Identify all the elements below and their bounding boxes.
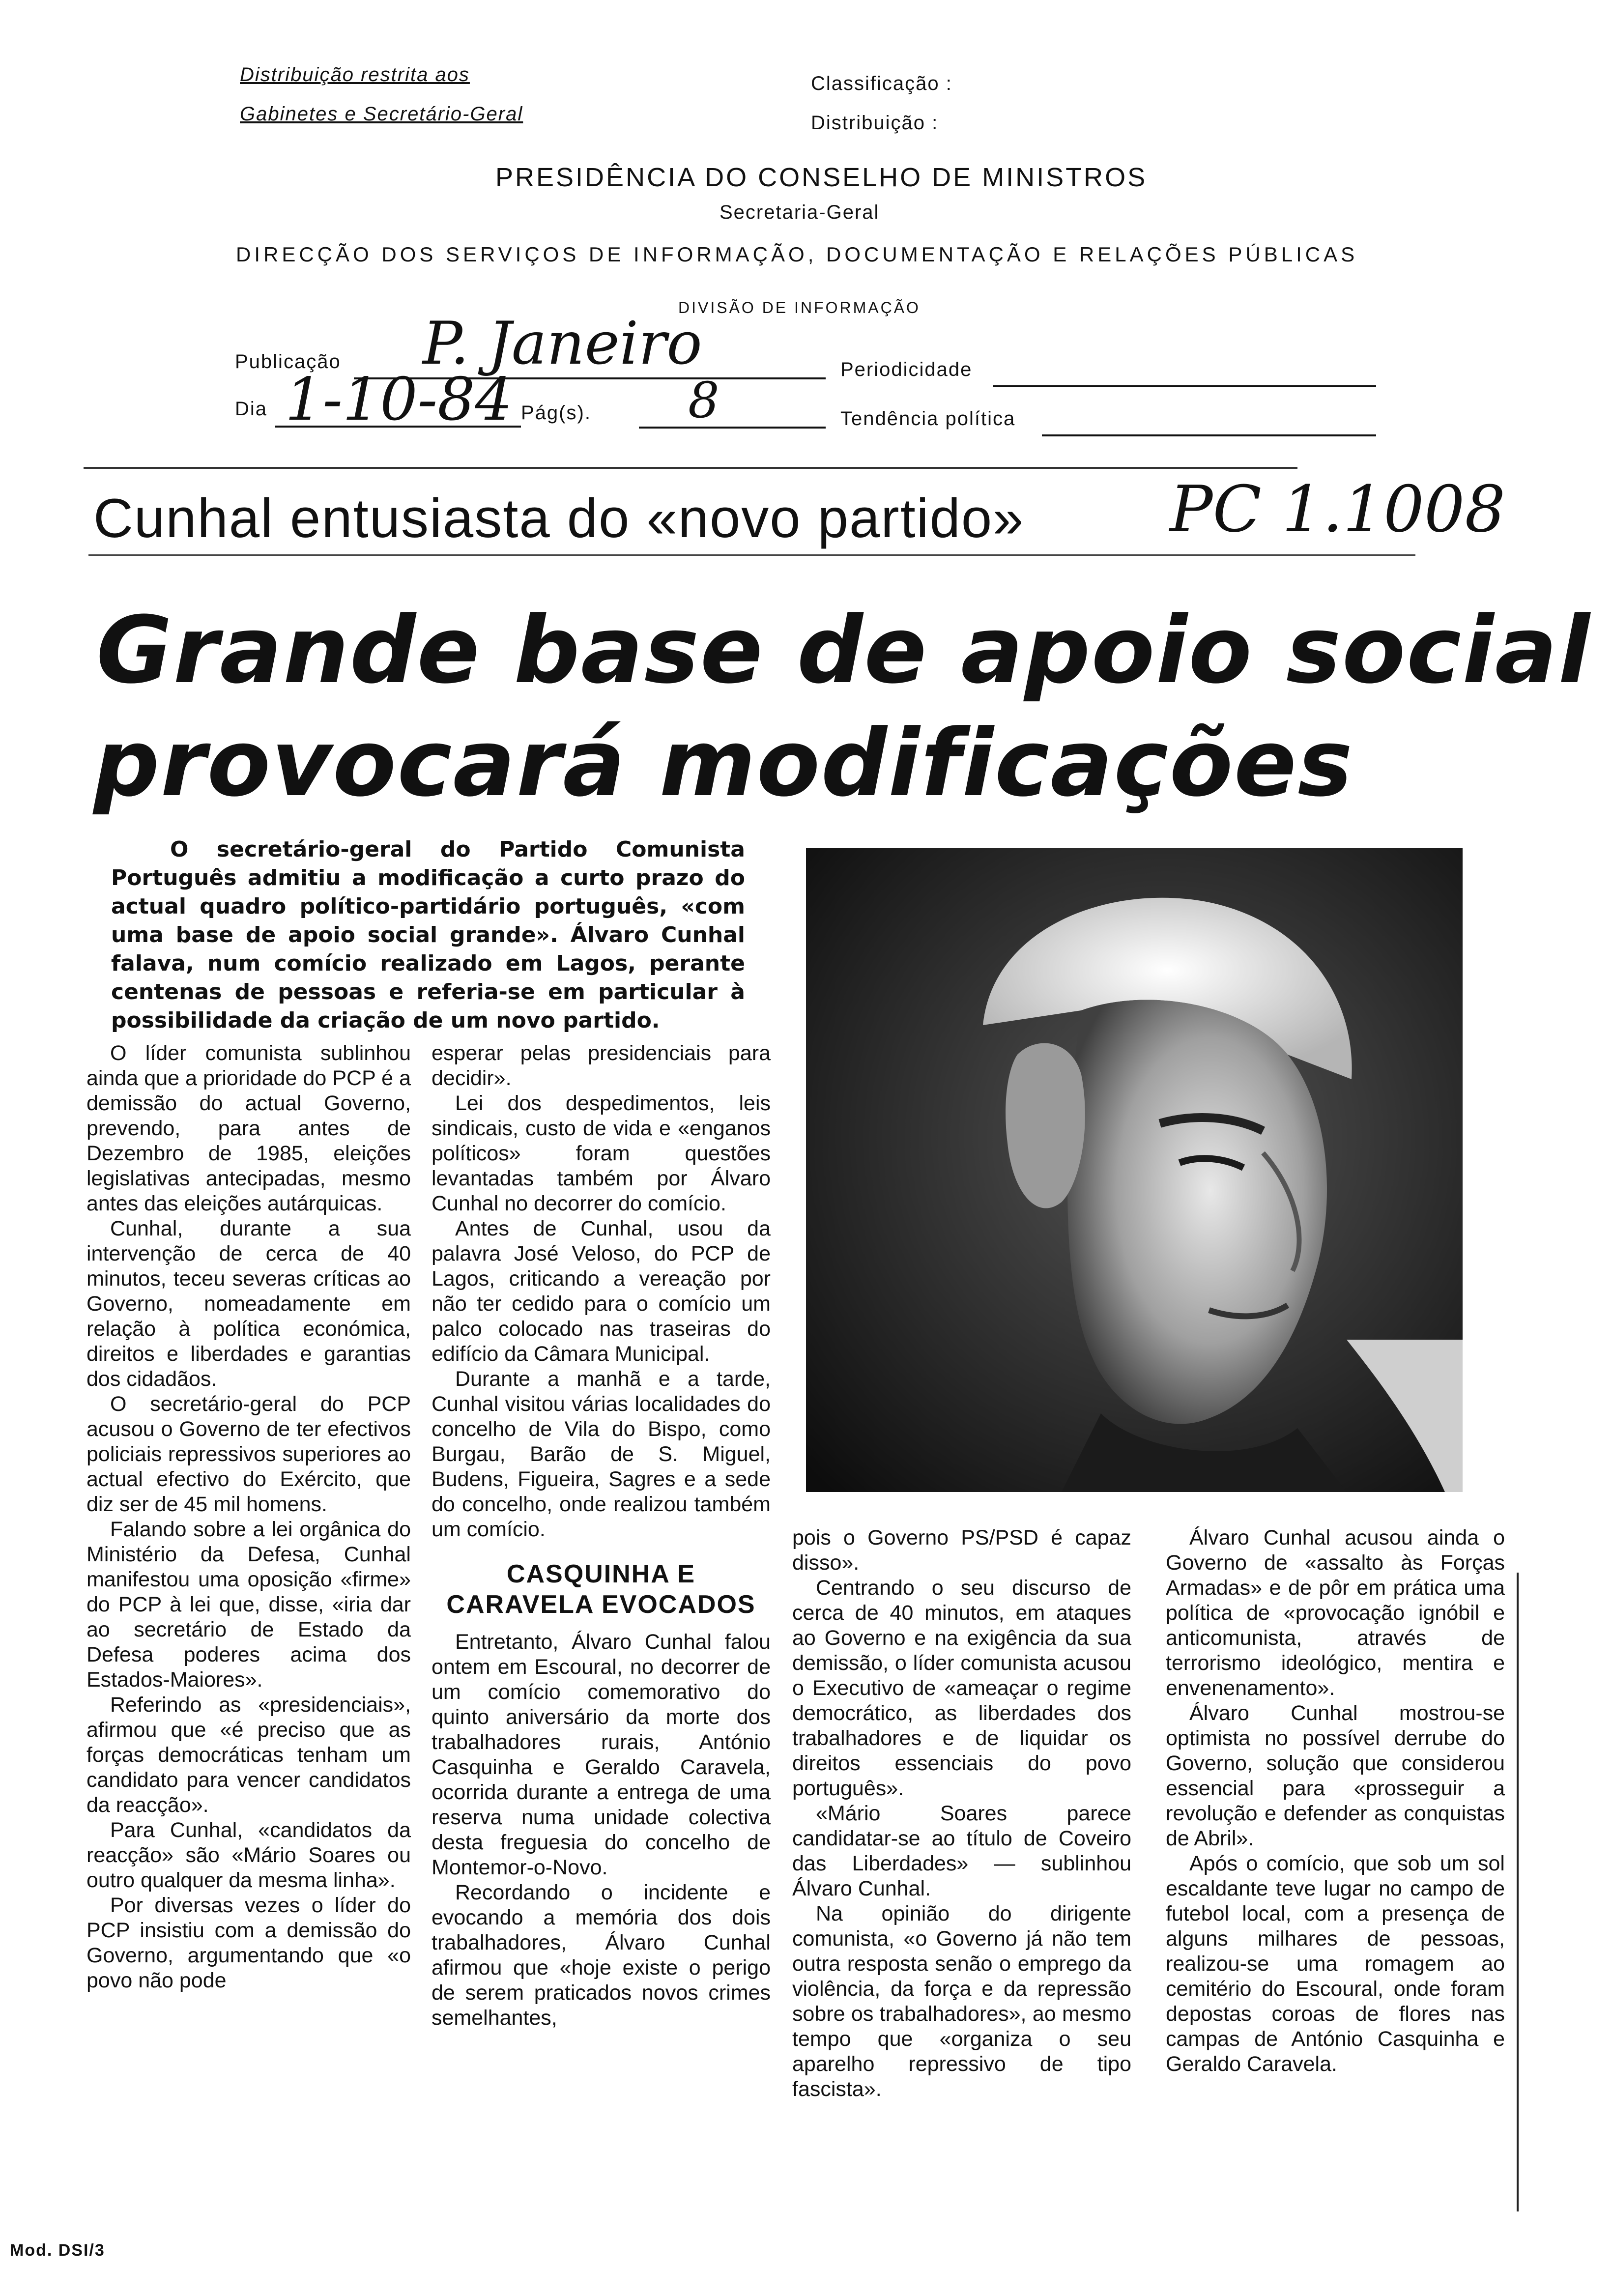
archive-number: PC 1.1008: [1170, 472, 1506, 546]
pags-value: 8: [688, 372, 720, 429]
col4-para-1: Álvaro Cunhal acusou ainda o Governo de «assalto às Forças Armadas» e de pôr em prática uma política de «provocação ignóbil e anticomunista, através de terrorismo ideológico, mentira e envenenamento».: [1166, 1526, 1505, 1700]
secretaria-heading: Secretaria-Geral: [720, 201, 880, 223]
column-2: [432, 1041, 771, 2031]
headline-line2: provocará modificações: [93, 710, 1354, 817]
col1-para-5: Referindo as «presidenciais», afirmou que «é preciso que as forças democráticas tenham um candidato para vencer candidatos da reacção».: [86, 1693, 411, 1817]
column-1: [86, 1041, 411, 1993]
pags-label: Pág(s).: [521, 402, 591, 424]
tendencia-label: Tendência política: [840, 408, 1016, 430]
periodicidade-label: Periodicidade: [840, 359, 973, 380]
divisao-heading: DIVISÃO DE INFORMAÇÃO: [678, 299, 921, 316]
col1-para-1: O líder comunista sublinhou ainda que a prioridade do PCP é a demissão do actual Governo, prevendo, para antes de Dezembro de 1985, eleições legislativas antecipadas, mesmo antes das eleições autárquicas.: [86, 1041, 411, 1215]
col2-para-6: Recordando o incidente e evocando a memória dos dois trabalhadores, Álvaro Cunhal afirmou que «hoje existe o perigo de serem praticados novos crimes semelhantes,: [432, 1881, 771, 2030]
casquinha-subheading: CASQUINHA E CARAVELA EVOCADOS: [446, 1560, 756, 1619]
dia-value: 1-10-84: [285, 366, 513, 434]
headline-line1: Grande base de apoio social: [96, 597, 1591, 704]
column-3: [792, 1525, 1131, 2102]
col2-para-2: Lei dos despedimentos, leis sindicais, custo de vida e «enganos políticos» foram questões levantadas também por Álvaro Cunhal no decorrer do comício.: [432, 1091, 771, 1215]
article-lead: O secretário-geral do Partido Comunista Português admitiu a modificação a curto prazo do actual quadro político-partidário português, «com uma base de apoio social grande». Álvaro Cunhal falava, num comício realizado em Lagos, perante centenas de pessoas e referia-se em particular à possibilidade da criação de um novo partido.: [111, 837, 745, 1033]
col3-para-2: Centrando o seu discurso de cerca de 40 minutos, em ataques ao Governo e na exigência da sua demissão, o líder comunista acusou o Executivo de «ameaçar o regime democrático, as liberdades dos trabalhadores e de liquidar os direitos essenciais do povo português».: [792, 1576, 1131, 1800]
col3-para-1: pois o Governo PS/PSD é capaz disso».: [792, 1526, 1131, 1575]
portrait-photo: [806, 848, 1463, 1492]
col2-para-1: esperar pelas presidenciais para decidir».: [432, 1041, 771, 1090]
col1-para-4: Falando sobre a lei orgânica do Ministério da Defesa, Cunhal manifestou uma oposição «firme» do PCP à lei que, disse, «iria dar ao secretário de Estado da Defesa poderes acima dos Estados-Maiores».: [86, 1518, 411, 1692]
col3-para-3: «Mário Soares parece candidatar-se ao título de Coveiro das Liberdades» — sublinhou Álvaro Cunhal.: [792, 1802, 1131, 1900]
presidencia-heading: PRESIDÊNCIA DO CONSELHO DE MINISTROS: [495, 163, 1148, 192]
col2-para-4: Durante a manhã e a tarde, Cunhal visitou várias localidades do concelho de Vila do Bispo, como Burgau, Barão de S. Miguel, Budens, Figueira, Sagres e a sede do concelho, onde realizou também um comício.: [432, 1367, 771, 1541]
restricted-distribution-line1: Distribuição restrita aos: [240, 64, 470, 86]
form-code: Mod. DSI/3: [10, 2241, 105, 2260]
col2-para-3: Antes de Cunhal, usou da palavra José Veloso, do PCP de Lagos, criticando a vereação por não ter cedido para o comício um palco colocado nas traseiras do edifício da Câmara Municipal.: [432, 1217, 771, 1366]
publicacao-value: P. Janeiro: [423, 310, 702, 378]
classificacao-label: Classificação :: [811, 73, 952, 94]
publicacao-label: Publicação: [235, 351, 341, 373]
col1-para-3: O secretário-geral do PCP acusou o Governo de ter efectivos policiais repressivos superiores ao actual efectivo do Exército, que diz ser de 45 mil homens.: [86, 1392, 411, 1516]
restricted-distribution-line2: Gabinetes e Secretário-Geral: [240, 103, 523, 125]
article-subheadline: Cunhal entusiasta do «novo partido»: [93, 488, 1025, 549]
col4-para-3: Após o comício, que sob um sol escaldante teve lugar no campo de futebol local, com a presença de alguns milhares de pessoas, realizou-se uma romagem ao cemitério do Escoural, onde foram depostas coroas de flores nas campas de António Casquinha e Geraldo Caravela.: [1166, 1852, 1505, 2076]
col1-para-6: Para Cunhal, «candidatos da reacção» são «Mário Soares ou outro qualquer da mesma linha».: [86, 1818, 411, 1892]
col4-para-2: Álvaro Cunhal mostrou-se optimista no possível derrube do Governo, solução que considerou essencial para «prosseguir a revolução e defender as conquistas de Abril».: [1166, 1701, 1505, 1850]
col3-para-4: Na opinião do dirigente comunista, «o Governo já não tem outra resposta senão o emprego da violência, da força e da repressão sobre os trabalhadores», ao mesmo tempo que «organiza o seu aparelho repressivo de tipo fascista».: [792, 1902, 1131, 2101]
direccao-heading: DIRECÇÃO DOS SERVIÇOS DE INFORMAÇÃO, DOCUMENTAÇÃO E RELAÇÕES PÚBLICAS: [236, 243, 1358, 266]
dia-label: Dia: [235, 398, 268, 420]
distribuicao-label: Distribuição :: [811, 112, 939, 134]
col1-para-7: Por diversas vezes o líder do PCP insistiu com a demissão do Governo, argumentando que «o povo não pode: [86, 1894, 411, 1992]
col1-para-2: Cunhal, durante a sua intervenção de cerca de 40 minutos, teceu severas críticas ao Governo, nomeadamente em relação à política económica, direitos e liberdades e garantias dos cidadãos.: [86, 1217, 411, 1391]
column-4: [1166, 1525, 1505, 2077]
col2-para-5: Entretanto, Álvaro Cunhal falou ontem em Escoural, no decorrer de um comício comemorativo do quinto aniversário da morte dos trabalhadores rurais, António Casquinha e Geraldo Caravela, ocorrida durante a entrega de uma reserva numa unidade colectiva desta freguesia do concelho de Montemor-o-Novo.: [432, 1630, 771, 1879]
